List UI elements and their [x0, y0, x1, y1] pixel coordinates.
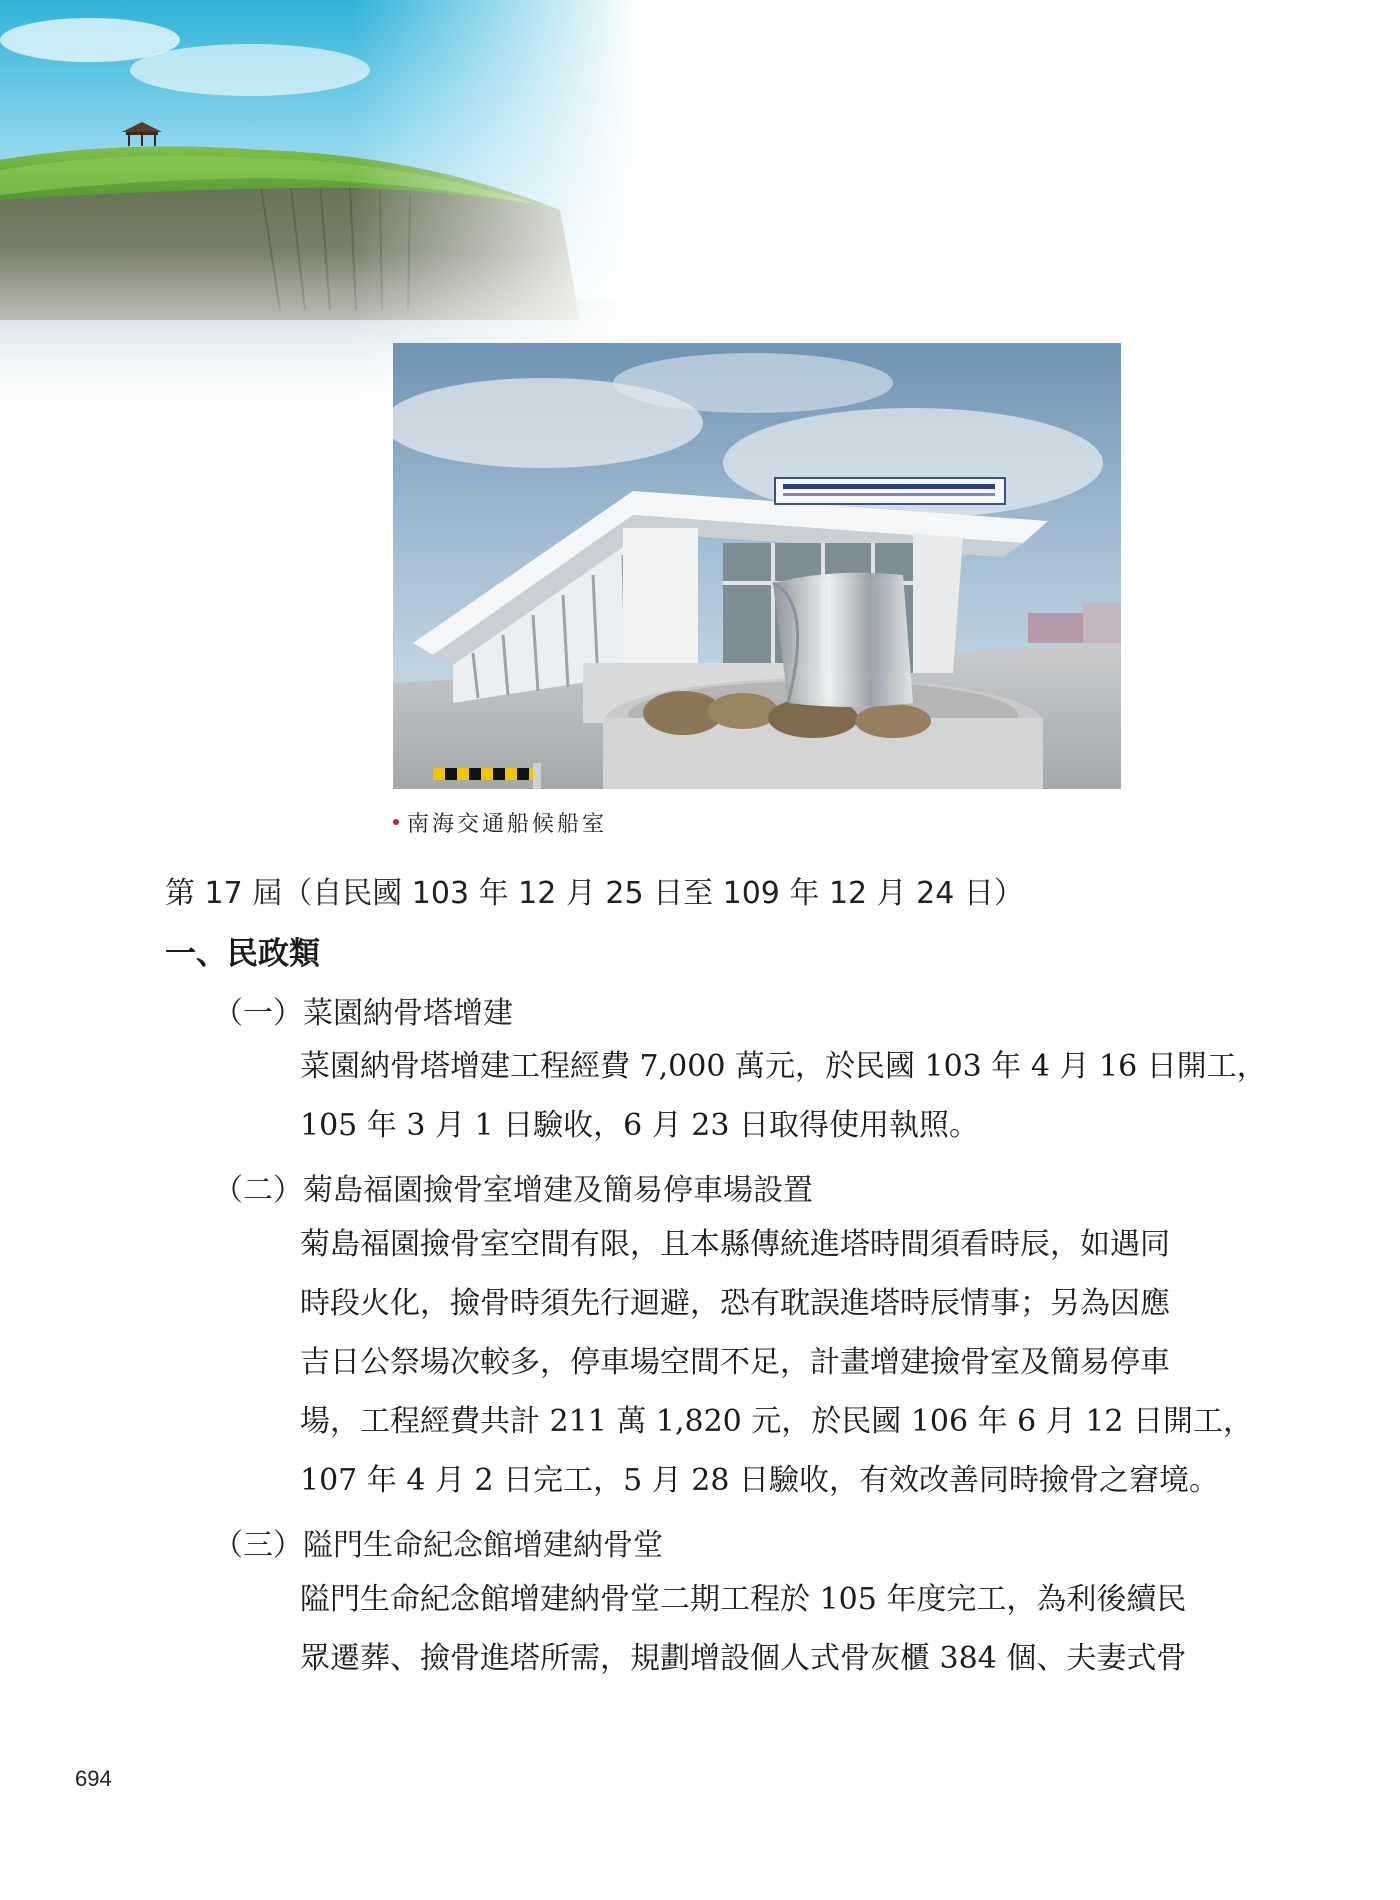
paragraph-line: 時段火化，撿骨時須先行迴避，恐有耽誤進塔時辰情事；另為因應 [300, 1286, 1170, 1321]
paragraph-line: 菜園納骨塔增建工程經費 7,000 萬元，於民國 103 年 4 月 16 日開工， [300, 1049, 1267, 1084]
building-image [393, 343, 1121, 789]
ferry-waiting-room-photo [393, 343, 1121, 789]
term-heading: 第 17 屆（自民國 103 年 12 月 25 日至 109 年 12 月 24 日） [165, 876, 1024, 911]
subsection-heading: （三）隘門生命紀念館增建納骨堂 [213, 1528, 663, 1563]
paragraph-line: 眾遷葬、撿骨進塔所需，規劃增設個人式骨灰櫃 384 個、夫妻式骨 [300, 1641, 1187, 1676]
paragraph-line: 105 年 3 月 1 日驗收，6 月 23 日取得使用執照。 [300, 1108, 979, 1143]
paragraph-line: 隘門生命紀念館增建納骨堂二期工程於 105 年度完工，為利後續民 [300, 1582, 1187, 1617]
caption-text: 南海交通船候船室 [407, 811, 608, 837]
paragraph-line: 吉日公祭場次較多，停車場空間不足，計畫增建撿骨室及簡易停車 [300, 1345, 1170, 1380]
paragraph-line: 場，工程經費共計 211 萬 1,820 元，於民國 106 年 6 月 12 日開工， [300, 1404, 1254, 1439]
subsection-paragraph [300, 1215, 1254, 1510]
caption-bullet-icon [393, 819, 399, 825]
paragraph-line: 107 年 4 月 2 日完工，5 月 28 日驗收，有效改善同時撿骨之窘境。 [300, 1463, 1219, 1498]
subsection-paragraph [300, 1037, 1267, 1155]
subsection-paragraph [300, 1570, 1240, 1688]
subsection-heading: （一）菜園納骨塔增建 [213, 996, 513, 1031]
paragraph-line: 菊島福園撿骨室空間有限，且本縣傳統進塔時間須看時辰，如遇同 [300, 1227, 1170, 1262]
subsection-heading: （二）菊島福園撿骨室增建及簡易停車場設置 [213, 1173, 813, 1208]
page-number: 694 [75, 1766, 112, 1791]
section-heading: 一、民政類 [165, 936, 320, 972]
photo-caption [393, 807, 607, 837]
